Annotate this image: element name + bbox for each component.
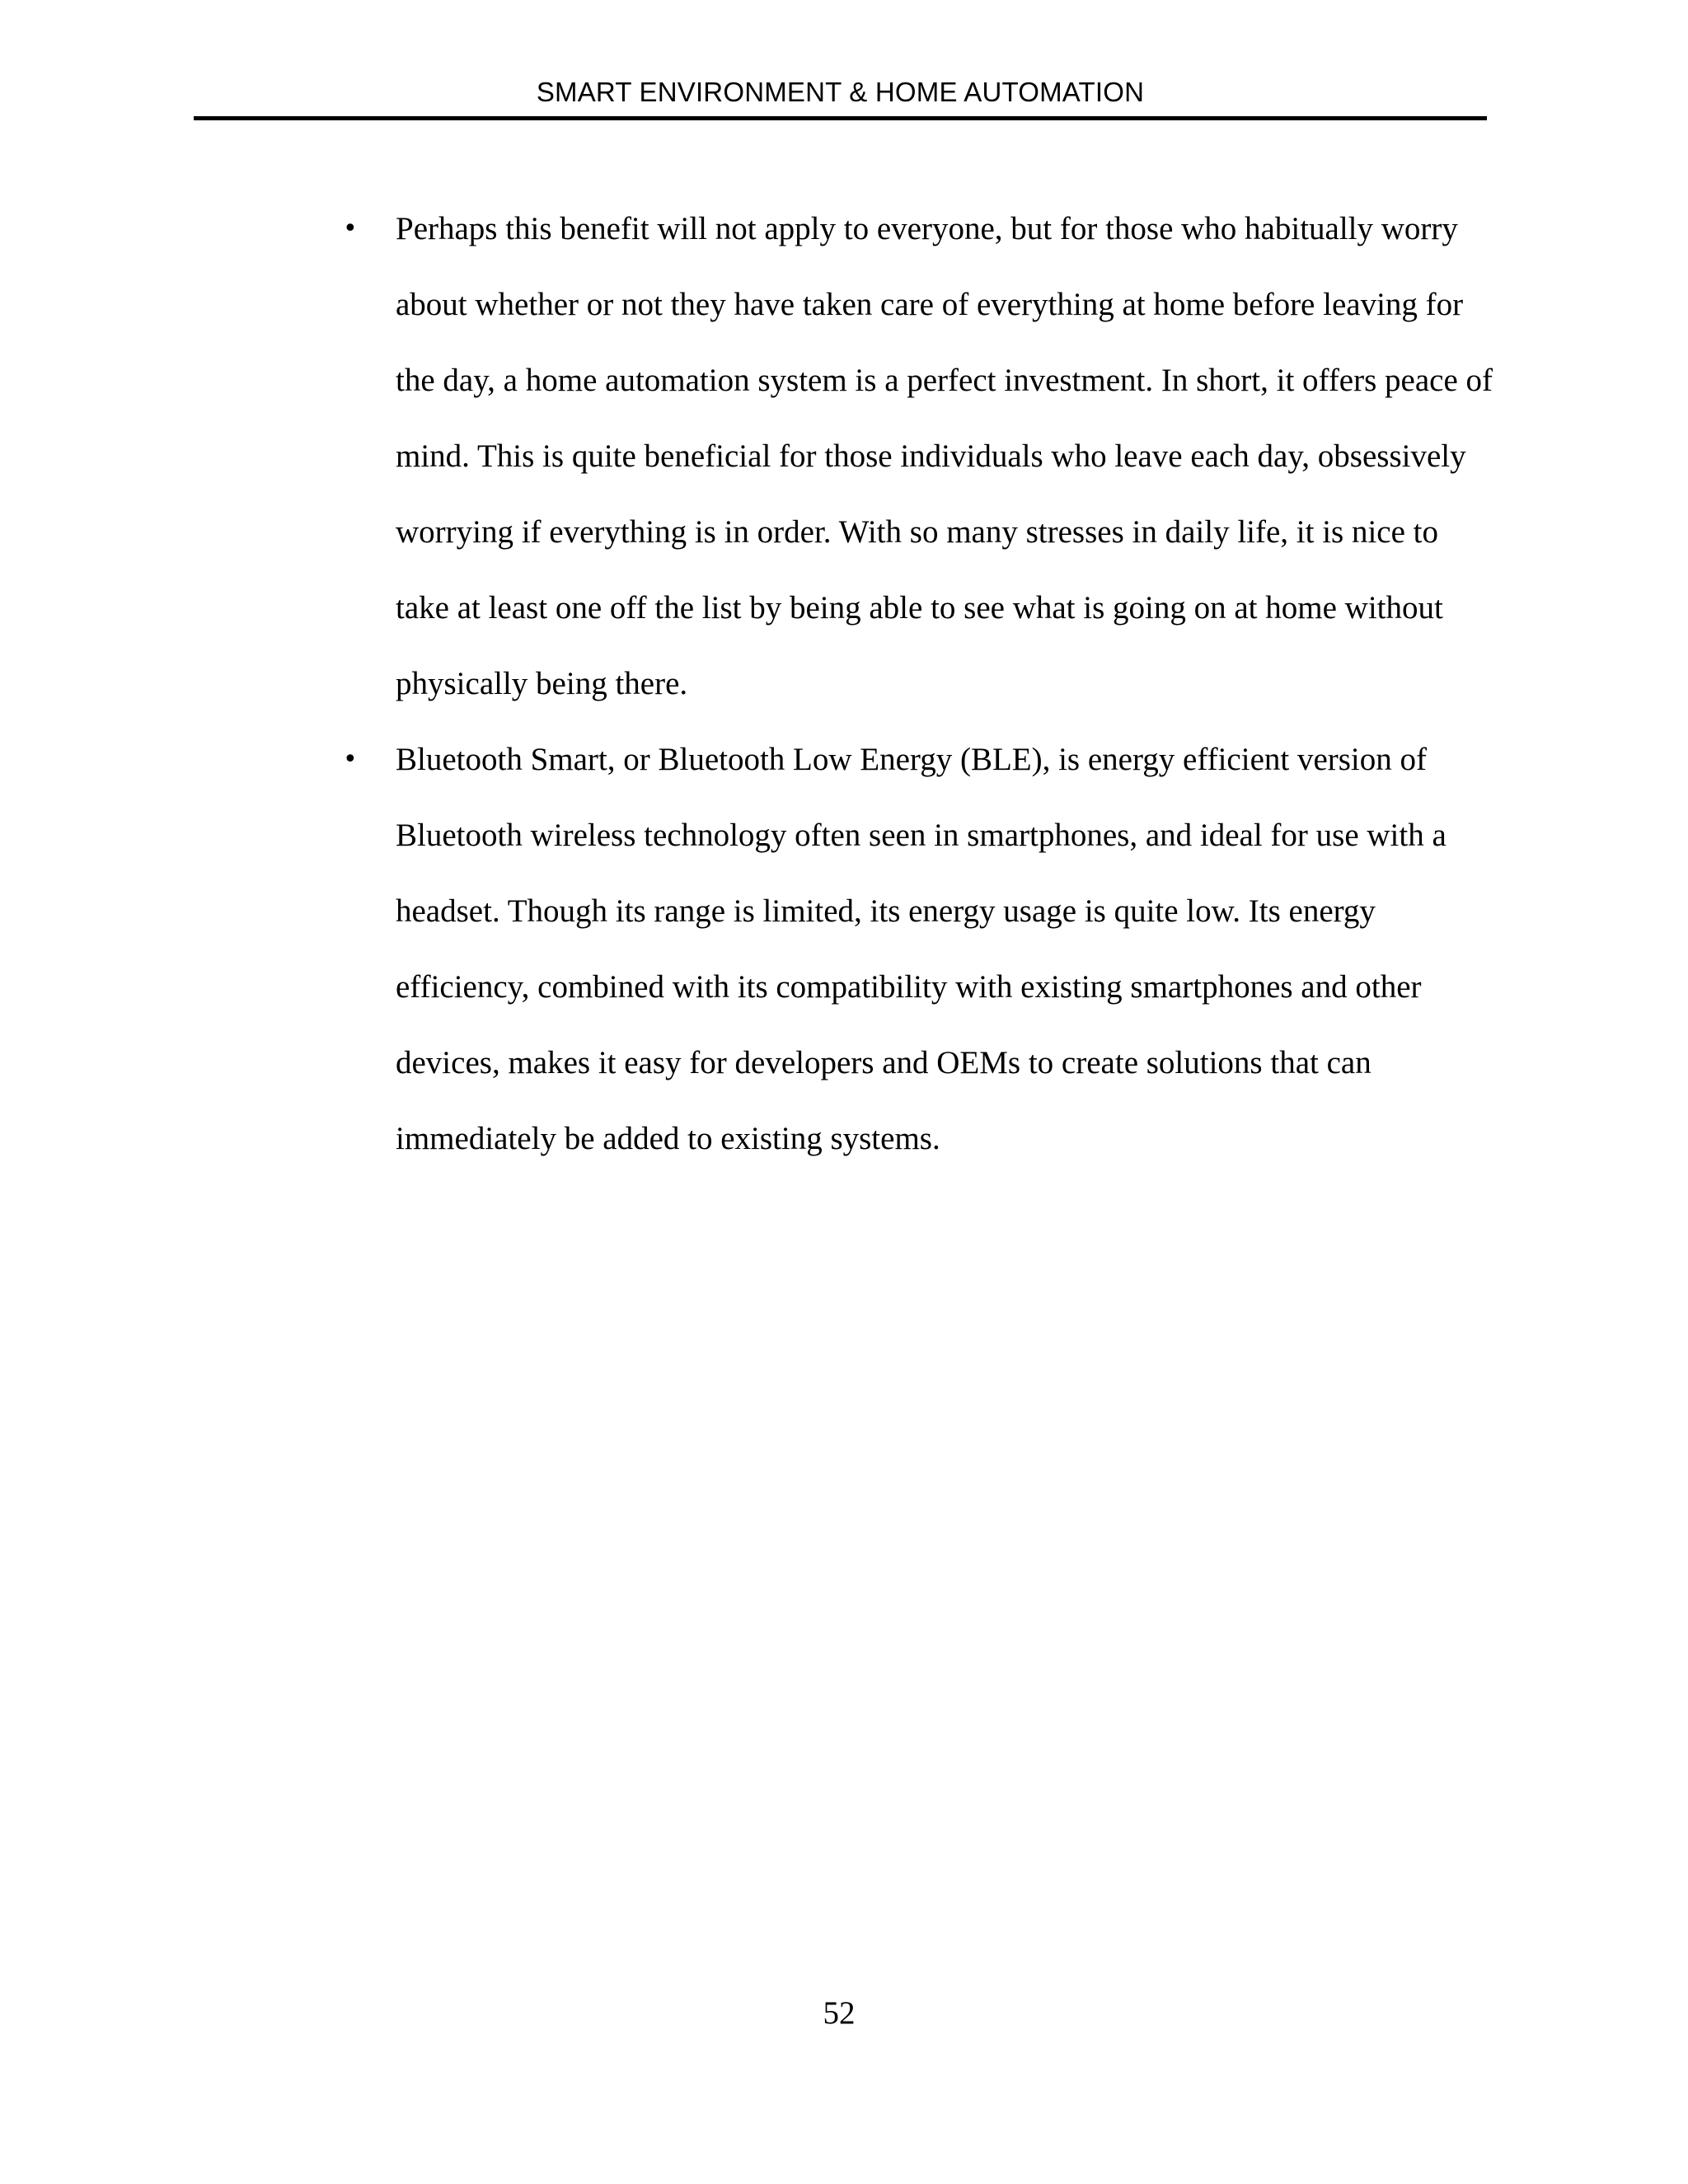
page-number: 52 [823,1995,856,2031]
bullet-item-bluetooth-smart [343,722,1493,1177]
bullet-marker: • [343,214,358,243]
bullet-text-peace-of-mind: Perhaps this benefit will not apply to everyone, but for those who habitually worry about whether or not they have taken care of everything at home before leaving for the day, a home automation system is a perfect investment. In short, it offers peace of mind. This is quite beneficial for those individuals who leave each day, obsessively worrying if everything is in order. With so many stresses in daily life, it is nice to take at least one off the list by being able to see what is going on at home without physically being there. [396,211,1493,701]
bullet-text-bluetooth-smart: Bluetooth Smart, or Bluetooth Low Energy (BLE), is energy efficient version of Bluetooth wireless technology often seen in smartphones, and ideal for use with a headset. Though its range is limited, its energy usage is quite low. Its energy efficiency, combined with its compatibility with existing smartphones and other devices, makes it easy for developers and OEMs to create solutions that can immediately be added to existing systems. [396,742,1447,1156]
bullet-list [343,191,1493,1177]
bullet-marker: • [343,745,358,774]
header-divider [194,116,1487,120]
bullet-item-peace-of-mind [343,191,1493,722]
running-header-title: SMART ENVIRONMENT & HOME AUTOMATION [536,77,1145,107]
